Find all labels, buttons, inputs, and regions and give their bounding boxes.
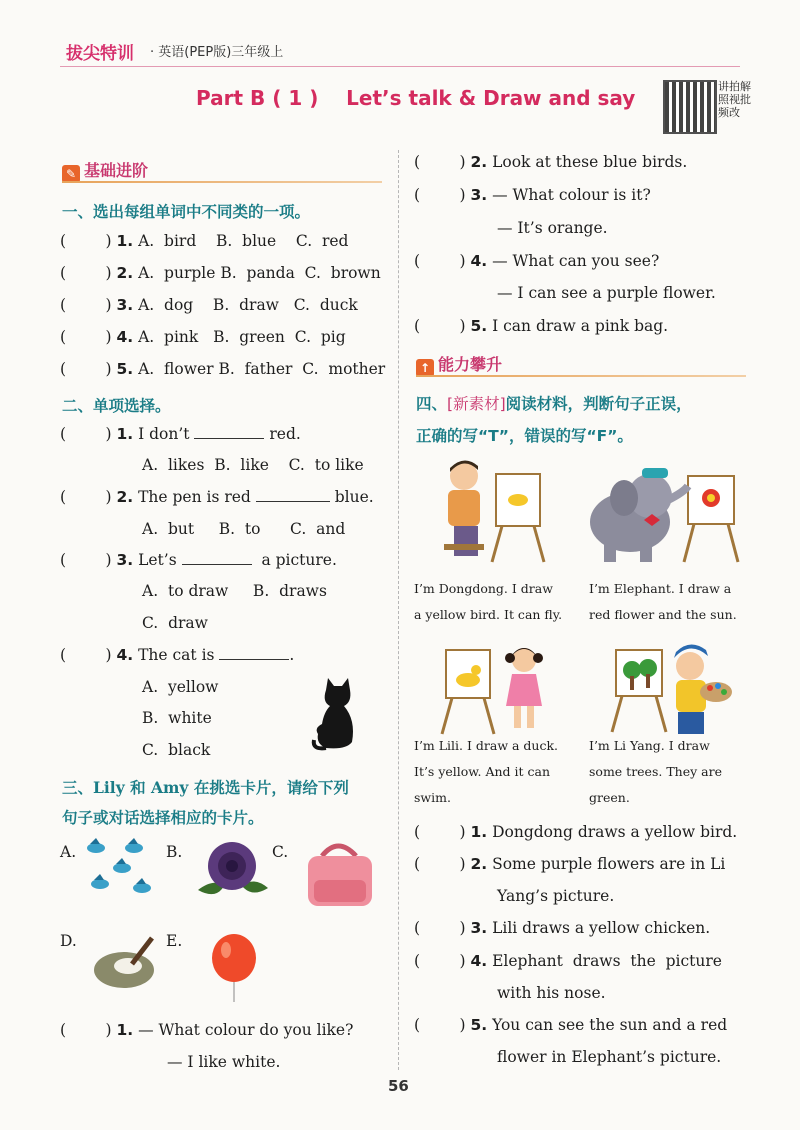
part2-q3-options-ab: A. to draw B. draws xyxy=(142,582,327,600)
part2-q4-option-c: C. black xyxy=(142,741,211,759)
part4-item-2-line2: Yang’s picture. xyxy=(497,887,615,905)
item-number: 5. xyxy=(470,1016,488,1034)
part3-q1 xyxy=(60,1021,353,1039)
part4-item-4-line2: with his nose. xyxy=(497,984,606,1002)
question-text: red. xyxy=(264,425,301,443)
blue-birds-card[interactable] xyxy=(82,838,162,900)
question-text: — What colour do you like? xyxy=(138,1021,354,1039)
caption-line: I’m Li Yang. I draw xyxy=(589,738,710,753)
item-number: 2. xyxy=(116,264,134,282)
part2-q3-option-c: C. draw xyxy=(142,614,208,632)
page-number: 56 xyxy=(388,1077,409,1095)
part4-item-4 xyxy=(414,952,722,970)
card-label-e: E. xyxy=(166,932,183,950)
question-text: I can draw a pink bag. xyxy=(492,317,669,335)
pink-bag-card[interactable] xyxy=(300,842,378,908)
item-number: 4. xyxy=(116,646,134,664)
page-title: Part B ( 1 ) Let’s talk & Draw and say xyxy=(196,86,636,110)
question-text: The pen is red xyxy=(138,488,256,506)
part4-instruction-line2: 正确的写“T”，错误的写“F”。 xyxy=(416,427,633,445)
card-label-c: C. xyxy=(272,843,289,861)
item-number: 3. xyxy=(470,919,488,937)
book-subtitle: · 英语(PEP版)三年级上 xyxy=(150,45,284,60)
orange-balloon-card[interactable] xyxy=(208,934,260,1004)
question-text: Let’s xyxy=(138,551,182,569)
answer-paren[interactable]: ( ) xyxy=(60,488,112,506)
answer-paren[interactable]: ( ) xyxy=(414,855,466,873)
caption-line: red flower and the sun. xyxy=(589,607,737,622)
part4-number: 四、 xyxy=(416,395,448,413)
fill-blank[interactable] xyxy=(182,564,252,565)
part1-item-4 xyxy=(60,328,346,346)
answer-paren[interactable]: ( ) xyxy=(60,425,112,443)
caption-elephant xyxy=(589,576,737,628)
qr-caption: 讲拍解照视批频改 xyxy=(718,80,751,119)
answer-paren[interactable]: ( ) xyxy=(60,551,112,569)
answer-paren[interactable]: ( ) xyxy=(414,823,466,841)
item-number: 4. xyxy=(116,328,134,346)
part3-q5 xyxy=(414,317,668,335)
part3-names: Lily 和 Amy xyxy=(93,778,189,797)
answer-paren[interactable]: ( ) xyxy=(60,232,112,250)
card-label-d: D. xyxy=(60,932,77,950)
lili-drawing-picture xyxy=(436,640,556,736)
part3-q3-line2: — It’s orange. xyxy=(497,219,608,237)
part4-item-3 xyxy=(414,919,710,937)
item-number: 5. xyxy=(116,360,134,378)
section-rule xyxy=(416,375,746,377)
new-material-tag: [新素材] xyxy=(447,395,506,413)
part4-item-5 xyxy=(414,1016,727,1034)
section-rule xyxy=(62,181,382,183)
part3-q3 xyxy=(414,186,651,204)
caption-liyang xyxy=(589,733,722,811)
part3-number: 三、 xyxy=(62,779,94,797)
answer-paren[interactable]: ( ) xyxy=(414,186,466,204)
question-text: Some purple flowers are in Li xyxy=(492,855,726,873)
caption-line: swim. xyxy=(414,790,451,805)
caption-line: I’m Elephant. I draw a xyxy=(589,581,732,596)
caption-lili xyxy=(414,733,558,811)
paint-palette-card[interactable] xyxy=(92,934,164,992)
rocket-icon: ↑ xyxy=(416,359,434,377)
part3-instruction xyxy=(62,776,349,798)
book-brand: 拔尖特训 xyxy=(66,44,134,64)
question-text: . xyxy=(289,646,295,664)
qr-code-icon[interactable] xyxy=(663,80,717,134)
part4-item-5-line2: flower in Elephant’s picture. xyxy=(497,1048,722,1066)
card-label-b: B. xyxy=(166,843,183,861)
part1-instruction: 一、选出每组单词中不同类的一项。 xyxy=(62,203,311,221)
answer-paren[interactable]: ( ) xyxy=(414,153,466,171)
part3-instruction-text: 在挑选卡片，请给下列 xyxy=(188,779,349,797)
caption-line: a yellow bird. It can fly. xyxy=(414,607,563,622)
question-text: a picture. xyxy=(251,551,337,569)
item-number: 2. xyxy=(470,153,488,171)
part4-instruction-text: 阅读材料，判断句子正误， xyxy=(505,395,692,413)
caption-line: some trees. They are xyxy=(589,764,722,779)
question-text: The cat is xyxy=(138,646,220,664)
purple-flower-card[interactable] xyxy=(194,840,272,904)
caption-line: I’m Lili. I draw a duck. xyxy=(414,738,559,753)
part2-q2-options: A. but B. to C. and xyxy=(142,520,346,538)
answer-paren[interactable]: ( ) xyxy=(60,264,112,282)
dongdong-drawing-picture xyxy=(432,458,552,566)
item-number: 1. xyxy=(116,1021,134,1039)
black-cat-picture xyxy=(312,678,362,750)
part2-q4-option-a: A. yellow xyxy=(142,678,219,696)
question-text: I don’t xyxy=(138,425,195,443)
item-options: A. flower B. father C. mother xyxy=(138,360,386,378)
item-number: 4. xyxy=(470,952,488,970)
answer-paren[interactable]: ( ) xyxy=(414,252,466,270)
part4-item-2 xyxy=(414,855,725,873)
part2-q3 xyxy=(60,551,337,569)
part2-instruction: 二、单项选择。 xyxy=(62,397,171,415)
answer-paren[interactable]: ( ) xyxy=(414,317,466,335)
part3-q2 xyxy=(414,153,687,171)
answer-paren[interactable]: ( ) xyxy=(60,646,112,664)
part3-q1-line2: — I like white. xyxy=(167,1053,281,1071)
answer-paren[interactable]: ( ) xyxy=(60,296,112,314)
item-number: 1. xyxy=(470,823,488,841)
liyang-drawing-picture xyxy=(610,640,734,738)
answer-paren[interactable]: ( ) xyxy=(414,952,466,970)
part3-instruction-line2: 句子或对话选择相应的卡片。 xyxy=(62,809,264,827)
question-text: You can see the sun and a red xyxy=(492,1016,728,1034)
fill-blank[interactable] xyxy=(256,501,330,502)
part2-q4-option-b: B. white xyxy=(142,709,212,727)
part3-q4-line2: — I can see a purple flower. xyxy=(497,284,716,302)
answer-paren[interactable]: ( ) xyxy=(60,328,112,346)
pencil-icon: ✎ xyxy=(62,165,80,183)
item-options: A. bird B. blue C. red xyxy=(138,232,349,250)
question-text: Lili draws a yellow chicken. xyxy=(492,919,711,937)
card-label-a: A. xyxy=(60,843,77,861)
part4-instruction xyxy=(416,392,692,414)
part3-q4 xyxy=(414,252,659,270)
item-number: 3. xyxy=(470,186,488,204)
part2-q2 xyxy=(60,488,374,506)
question-text: — What colour is it? xyxy=(492,186,651,204)
answer-paren[interactable]: ( ) xyxy=(60,1021,112,1039)
section-heading-basics xyxy=(62,158,148,183)
item-number: 5. xyxy=(470,317,488,335)
answer-paren[interactable]: ( ) xyxy=(414,1016,466,1034)
caption-line: green. xyxy=(589,790,630,805)
item-options: A. pink B. green C. pig xyxy=(138,328,346,346)
caption-line: It’s yellow. And it can xyxy=(414,764,551,779)
part1-item-5 xyxy=(60,360,385,378)
part4-item-1 xyxy=(414,823,737,841)
elephant-drawing-picture xyxy=(584,462,744,566)
item-number: 1. xyxy=(116,425,134,443)
item-number: 1. xyxy=(116,232,134,250)
part2-q1-options: A. likes B. like C. to like xyxy=(142,456,364,474)
item-options: A. purple B. panda C. brown xyxy=(138,264,381,282)
section-heading-advanced xyxy=(416,352,502,377)
header-rule xyxy=(60,66,740,67)
item-number: 2. xyxy=(470,855,488,873)
part2-q4 xyxy=(60,646,294,664)
part1-item-1 xyxy=(60,232,348,250)
item-number: 3. xyxy=(116,551,134,569)
item-number: 2. xyxy=(116,488,134,506)
question-text: — What can you see? xyxy=(492,252,660,270)
column-divider xyxy=(398,150,399,1070)
item-number: 3. xyxy=(116,296,134,314)
part1-item-3 xyxy=(60,296,358,314)
question-text: Elephant draws the picture xyxy=(492,952,722,970)
answer-paren[interactable]: ( ) xyxy=(60,360,112,378)
answer-paren[interactable]: ( ) xyxy=(414,919,466,937)
question-text: Dongdong draws a yellow bird. xyxy=(492,823,738,841)
item-number: 4. xyxy=(470,252,488,270)
fill-blank[interactable] xyxy=(194,438,264,439)
section-heading-text: 基础进阶 xyxy=(84,161,149,180)
question-text: blue. xyxy=(329,488,374,506)
caption-line: I’m Dongdong. I draw xyxy=(414,581,553,596)
section-heading-text: 能力攀升 xyxy=(438,355,503,374)
fill-blank[interactable] xyxy=(219,659,289,660)
part2-q1 xyxy=(60,425,301,443)
part1-item-2 xyxy=(60,264,381,282)
question-text: Look at these blue birds. xyxy=(492,153,688,171)
item-options: A. dog B. draw C. duck xyxy=(138,296,358,314)
caption-dongdong xyxy=(414,576,562,628)
